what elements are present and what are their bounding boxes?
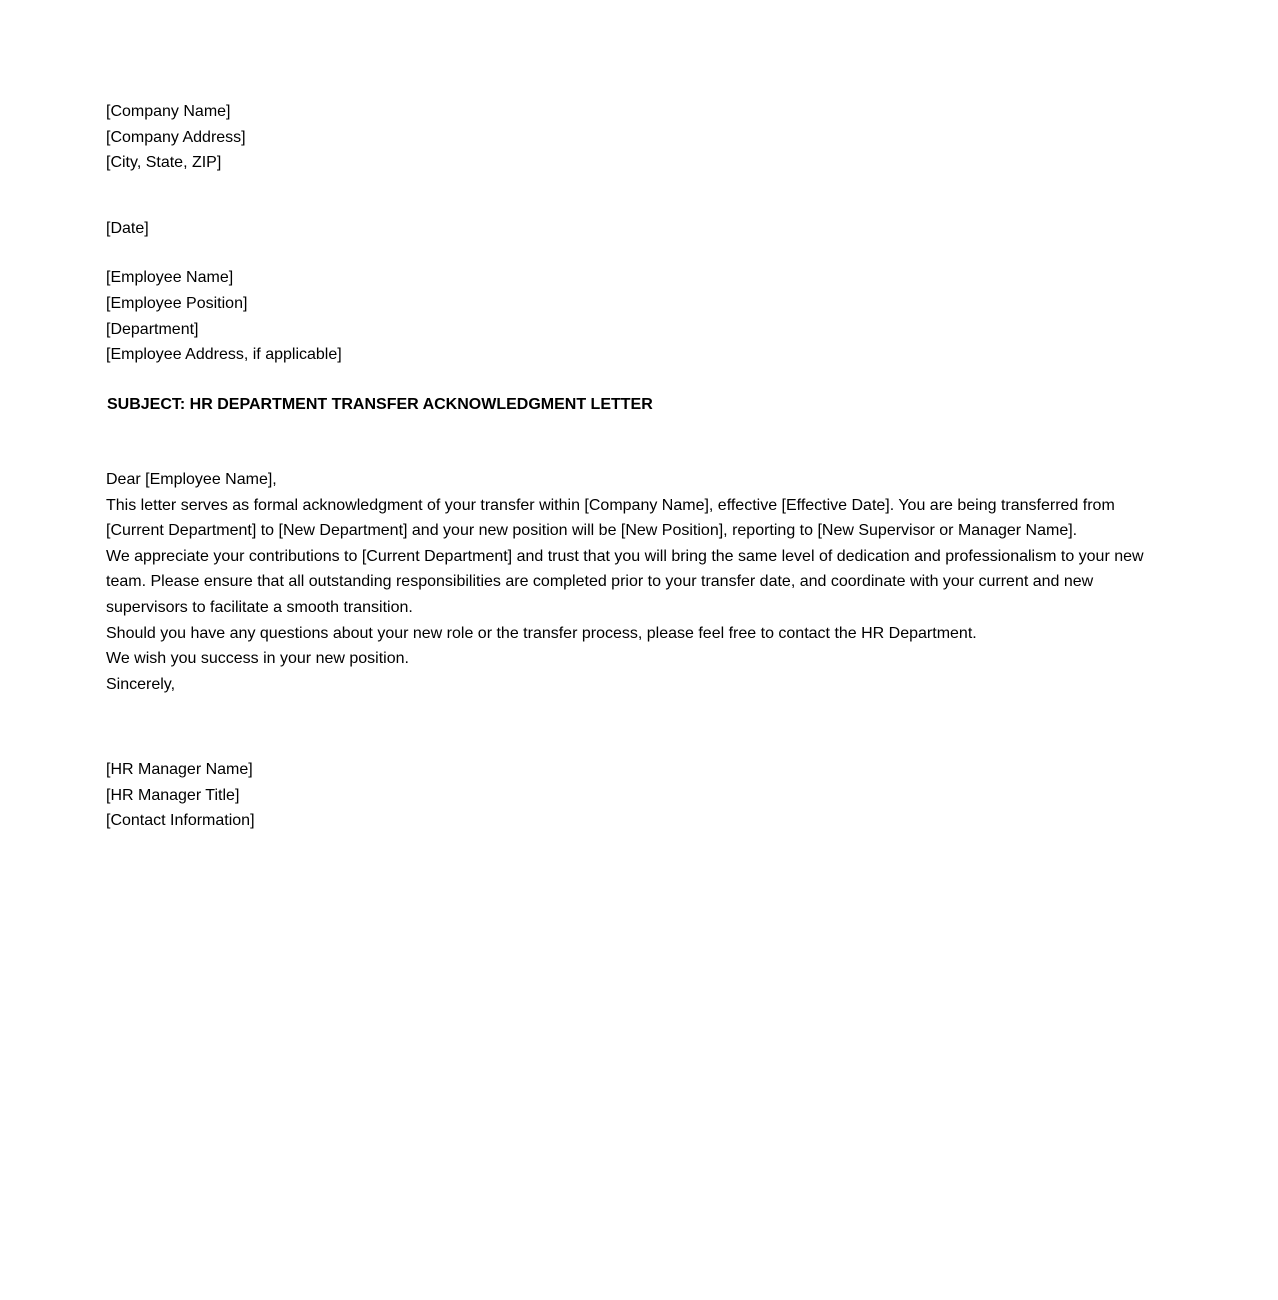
sender-city-state-zip: [City, State, ZIP] xyxy=(106,154,222,171)
closing: Sincerely, xyxy=(106,676,176,693)
body-line: We appreciate your contributions to [Current Department] and trust that you will bring the same level of dedication and professionalism to your new xyxy=(106,548,1144,565)
signature-contact: [Contact Information] xyxy=(106,812,255,829)
body-line: We wish you success in your new position. xyxy=(106,650,409,667)
body-line: Should you have any questions about your new role or the transfer process, please feel free to contact the HR Department. xyxy=(106,625,977,642)
recipient-address: [Employee Address, if applicable] xyxy=(106,346,342,363)
body-line: team. Please ensure that all outstanding responsibilities are completed prior to your transfer date, and coordinate with your current and new xyxy=(106,573,1094,590)
body-line: This letter serves as formal acknowledgment of your transfer within [Company Name], effective [Effective Date]. You are being transferred from xyxy=(106,497,1115,514)
body-line: [Current Department] to [New Department] and your new position will be [New Position], reporting to [New Supervisor or Manager Name]. xyxy=(106,522,1078,539)
signature-name: [HR Manager Name] xyxy=(106,761,253,778)
letter-date: [Date] xyxy=(106,220,149,237)
subject-line: SUBJECT: HR DEPARTMENT TRANSFER ACKNOWLEDGMENT LETTER xyxy=(107,396,653,413)
sender-company-name: [Company Name] xyxy=(106,103,231,120)
recipient-department: [Department] xyxy=(106,321,199,338)
body-line: supervisors to facilitate a smooth transition. xyxy=(106,599,413,616)
recipient-name: [Employee Name] xyxy=(106,269,234,286)
signature-title: [HR Manager Title] xyxy=(106,787,240,804)
salutation: Dear [Employee Name], xyxy=(106,471,277,488)
sender-company-address: [Company Address] xyxy=(106,129,246,146)
recipient-position: [Employee Position] xyxy=(106,295,248,312)
